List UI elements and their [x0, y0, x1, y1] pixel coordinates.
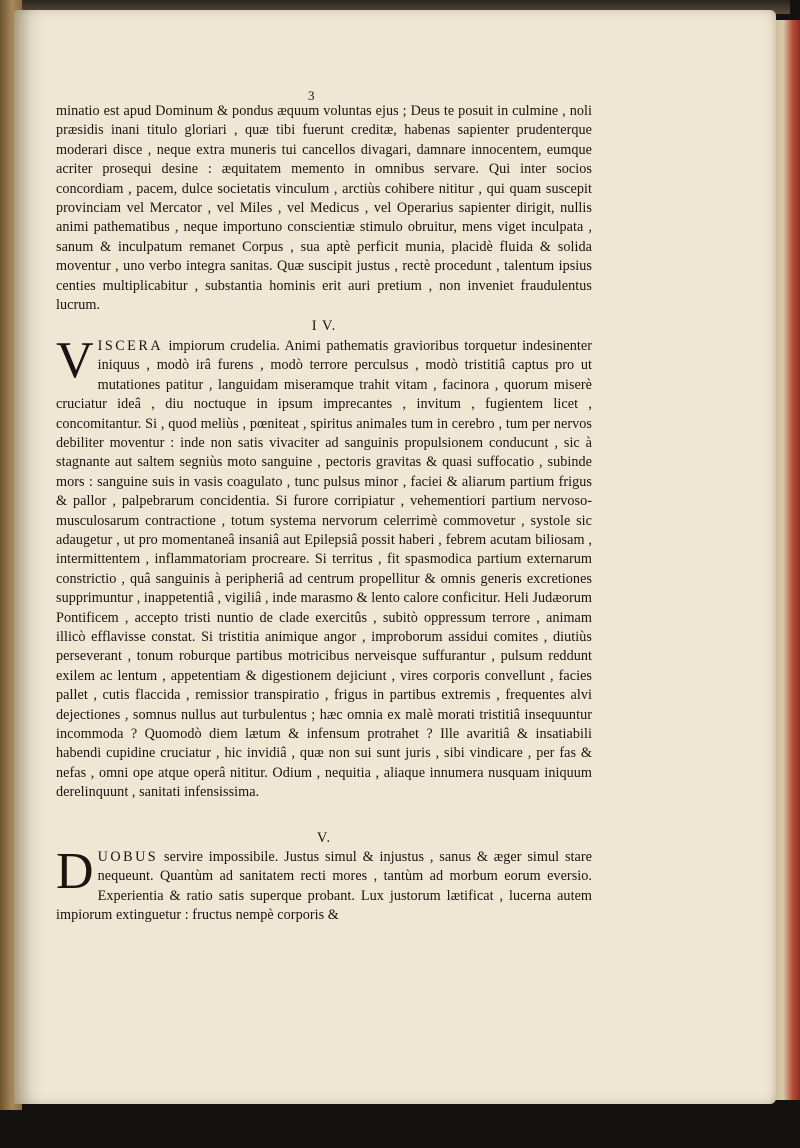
section-4-text: impiorum crudelia. Animi pathematis gravioribus torquetur indesinenter iniquus , modò irâ furens , modò terrore perculsus , modò tristitiâ captus pro ut mutationes patitur , languidam miseramque trahit vitam , facinora , quorum miserè cruciatur ideâ , diu noctuque in ipsum imprecantes , invitum , fugientem licet , concomitantur. Si , quod meliùs , pœniteat , spiritus animales tum in cerebro , tum per nervos debiliter moventur : inde non satis vivaciter ad sanguinis propulsionem conducunt , sic à stagnante aut saltem segniùs moto sanguine , pectoris gravitas & quasi suffocatio , subinde mors : sanguine suis in vasis coagulato , tunc pulsus minor , faciei & aliarum partium frigus & pallor , palpebrarum concidentia. Si furore corripiatur , vehementiori partium nervoso-musculosarum contractione , totum systema nervorum celerrimè commovetur , systole sic adaugetur , ut pro momentaneâ insaniâ aut Epilepsiâ possit haberi , febrem acutam biliosam , intermittentem , inflammatoriam procreare. Si territus , fit spasmodica partium externarum constrictio , quâ sanguinis à peripheriâ ad centrum propellitur & omnis generis excretiones supprimuntur , inappetentiâ , vigiliâ , inde marasmo & lento calore conficitur. Heli Judæorum Pontificem , accepto tristi nuntio de clade exercitûs , subitò oppressum terrore , animam illicò efflavisse constat. Si tristitia animique angor , improborum assidui comites , diutiùs perseverant , tonum roburque partibus motricibus nerveisque suffurantur , pulsum reddunt exilem ac lentum , appetentiam & digestionem dejiciunt , vires corporis convellunt , facies pallet , cutis flaccida , remissior transpiratio , frigus in partibus extremis , frequentes alvi dejectiones , somnus nullus aut turbulentus ; hæc omnia ex malè morati tristitiâ insequuntur incommoda ? Quomodò diem lætum & infensum protrahet ? Ille avaritiâ & insatiabili habendi cupidine cruciatur , hic invidiâ , quæ non sui sunt juris , sibi vindicare , per fas & nefas , omni ope atque operâ nititur. Odium , nequitia , aliaque innumera nusquam iniquum derelinquunt , sanitati infensissima.: [56, 337, 592, 801]
dropcap-v: V: [56, 331, 94, 389]
section-5-text: servire impossibile. Justus simul & injustus , sanus & æger simul stare nequeunt. Quantùm ad sanitatem recti mores , tantùm ad morbum eorum eversio. Experientia & ratio satis superque probant. Lux justorum lætificat , lucerna autem impiorum extinguetur : fructus nempè corporis &: [56, 849, 592, 924]
section-4-heading: I V.: [311, 318, 337, 335]
section-5-body: [56, 843, 592, 926]
page-number: 3: [308, 88, 315, 103]
page-text: [56, 86, 592, 926]
section-5-lead: UOBUS: [97, 849, 159, 866]
section-4-body: [56, 331, 592, 803]
page-edges: [772, 20, 800, 1100]
section-5-heading: V.: [316, 829, 332, 846]
section-4-lead: ISCERA: [97, 337, 164, 354]
dropcap-d: D: [56, 843, 94, 901]
section-3-ending: minatio est apud Dominum & pondus æquum voluntas ejus ; Deus te posuit in culmine , noli præsidis inani titulo gloriari , quæ tibi fuerunt creditæ, habenas sapienter prudenterque moderari disce , neque extra muneris tui cancellos divagari, damnare innocentem, eumque acriter prosequi desine : æquitatem memento in omnibus servare. Qui inter socios concordiam , pacem, dulce societatis vinculum , arctiùs cohibere nititur , qui quam suscepit provinciam vel Mercator , vel Miles , vel Medicus , vel Operarius sapienter dirigit, nullis animi pathematibus , neque importuno conscientiæ stimulo obruitur, mens viget inculpata , sanum & inculpatum remanet Corpus , sua aptè perficit munia, placidè fluida & solida moventur , uno verbo integra sanitas. Quæ suscipit justus , rectè procedunt , talentum ipsius centies multiplicabitur , substantia hominis erit auri pretium , non inveniet fraudulentus lucrum.: [56, 103, 592, 314]
